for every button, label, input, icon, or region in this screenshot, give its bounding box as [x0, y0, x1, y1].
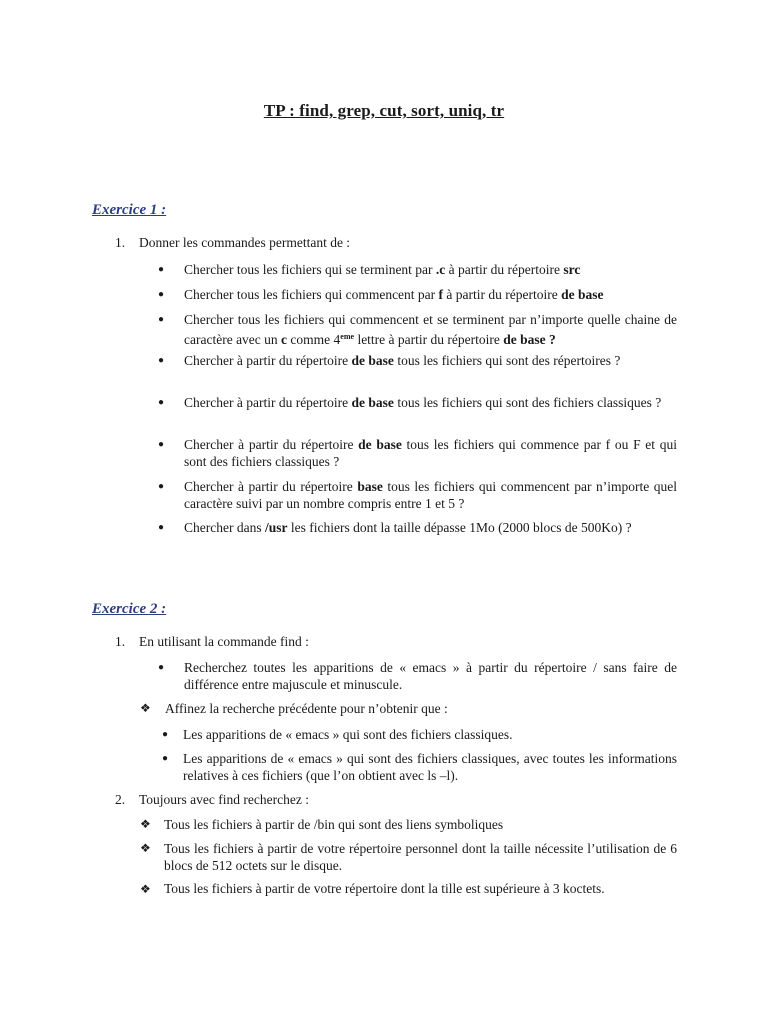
bullet-icon: ●: [158, 264, 165, 275]
question-number: 1.: [115, 634, 126, 649]
bullet-icon: ●: [158, 481, 165, 492]
q2-item: Tous les fichiers à partir de /bin qui sont des liens symboliques: [164, 817, 504, 832]
exercise-1-question-1: [115, 235, 350, 251]
exercise-1-item: Chercher à partir du répertoire de base tous les fichiers qui commence par f ou F et qui sont des fichiers classiques ?: [184, 437, 677, 469]
diamond-bullet-icon: ❖: [140, 841, 151, 855]
exercise-1-item: Chercher à partir du répertoire de base tous les fichiers qui sont des fichiers classiques ?: [184, 395, 662, 410]
exercise-1-heading: Exercice 1 :: [92, 202, 167, 218]
exercise-1-item: Chercher tous les fichiers qui commencent et se terminent par n’importe quelle chaine de caractère avec un c comme 4eme lettre à partir du répertoire de base ?: [184, 312, 677, 347]
exercise-2-heading: Exercice 2 :: [92, 601, 167, 617]
exercise-1-item: Chercher à partir du répertoire de base tous les fichiers qui sont des répertoires ?: [184, 353, 621, 368]
refine-intro: Affinez la recherche précédente pour n’obtenir que :: [165, 701, 448, 716]
exercise-2-item: Recherchez toutes les apparitions de « emacs » à partir du répertoire / sans faire de différence entre majuscule et minuscule.: [184, 660, 677, 692]
diamond-bullet-icon: ❖: [140, 817, 151, 831]
exercise-1-item: Chercher tous les fichiers qui commencent par f à partir du répertoire de base: [184, 287, 604, 302]
bullet-icon: ●: [158, 439, 165, 450]
bullet-icon: ●: [158, 289, 165, 300]
refine-item: Les apparitions de « emacs » qui sont des fichiers classiques.: [183, 727, 513, 742]
bullet-icon: ●: [158, 355, 165, 366]
question-intro: Donner les commandes permettant de :: [139, 235, 351, 250]
bullet-icon: ●: [162, 753, 169, 764]
bullet-icon: ●: [162, 729, 169, 740]
diamond-bullet-icon: ❖: [140, 701, 151, 715]
exercise-1-item: Chercher tous les fichiers qui se terminent par .c à partir du répertoire src: [184, 262, 581, 277]
question-number: 2.: [115, 792, 126, 807]
refine-item: Les apparitions de « emacs » qui sont des fichiers classiques, avec toutes les informations relatives à ces fichiers (que l’on obtient avec ls –l).: [183, 751, 677, 783]
bullet-icon: ●: [158, 662, 165, 673]
question-intro: En utilisant la commande find :: [139, 634, 309, 649]
exercise-1-item: Chercher à partir du répertoire base tous les fichiers qui commencent par n’importe quel caractère suivi par un nombre compris entre 1 et 5 ?: [184, 479, 677, 511]
exercise-2-question-2: [115, 792, 309, 808]
q2-item: Tous les fichiers à partir de votre répertoire dont la tille est supérieure à 3 koctets.: [164, 881, 605, 896]
exercise-2-question-1: [115, 634, 309, 650]
q2-item: Tous les fichiers à partir de votre répertoire personnel dont la taille nécessite l’utilisation de 6 blocs de 512 octets sur le disque.: [164, 841, 677, 873]
document-title: TP : find, grep, cut, sort, uniq, tr: [263, 101, 505, 120]
question-intro: Toujours avec find recherchez :: [139, 792, 309, 807]
exercise-1-item: Chercher dans /usr les fichiers dont la taille dépasse 1Mo (2000 blocs de 500Ko) ?: [184, 520, 632, 535]
bullet-icon: ●: [158, 397, 165, 408]
bullet-icon: ●: [158, 522, 165, 533]
diamond-bullet-icon: ❖: [140, 882, 151, 896]
bullet-icon: ●: [158, 314, 165, 325]
question-number: 1.: [115, 235, 126, 250]
